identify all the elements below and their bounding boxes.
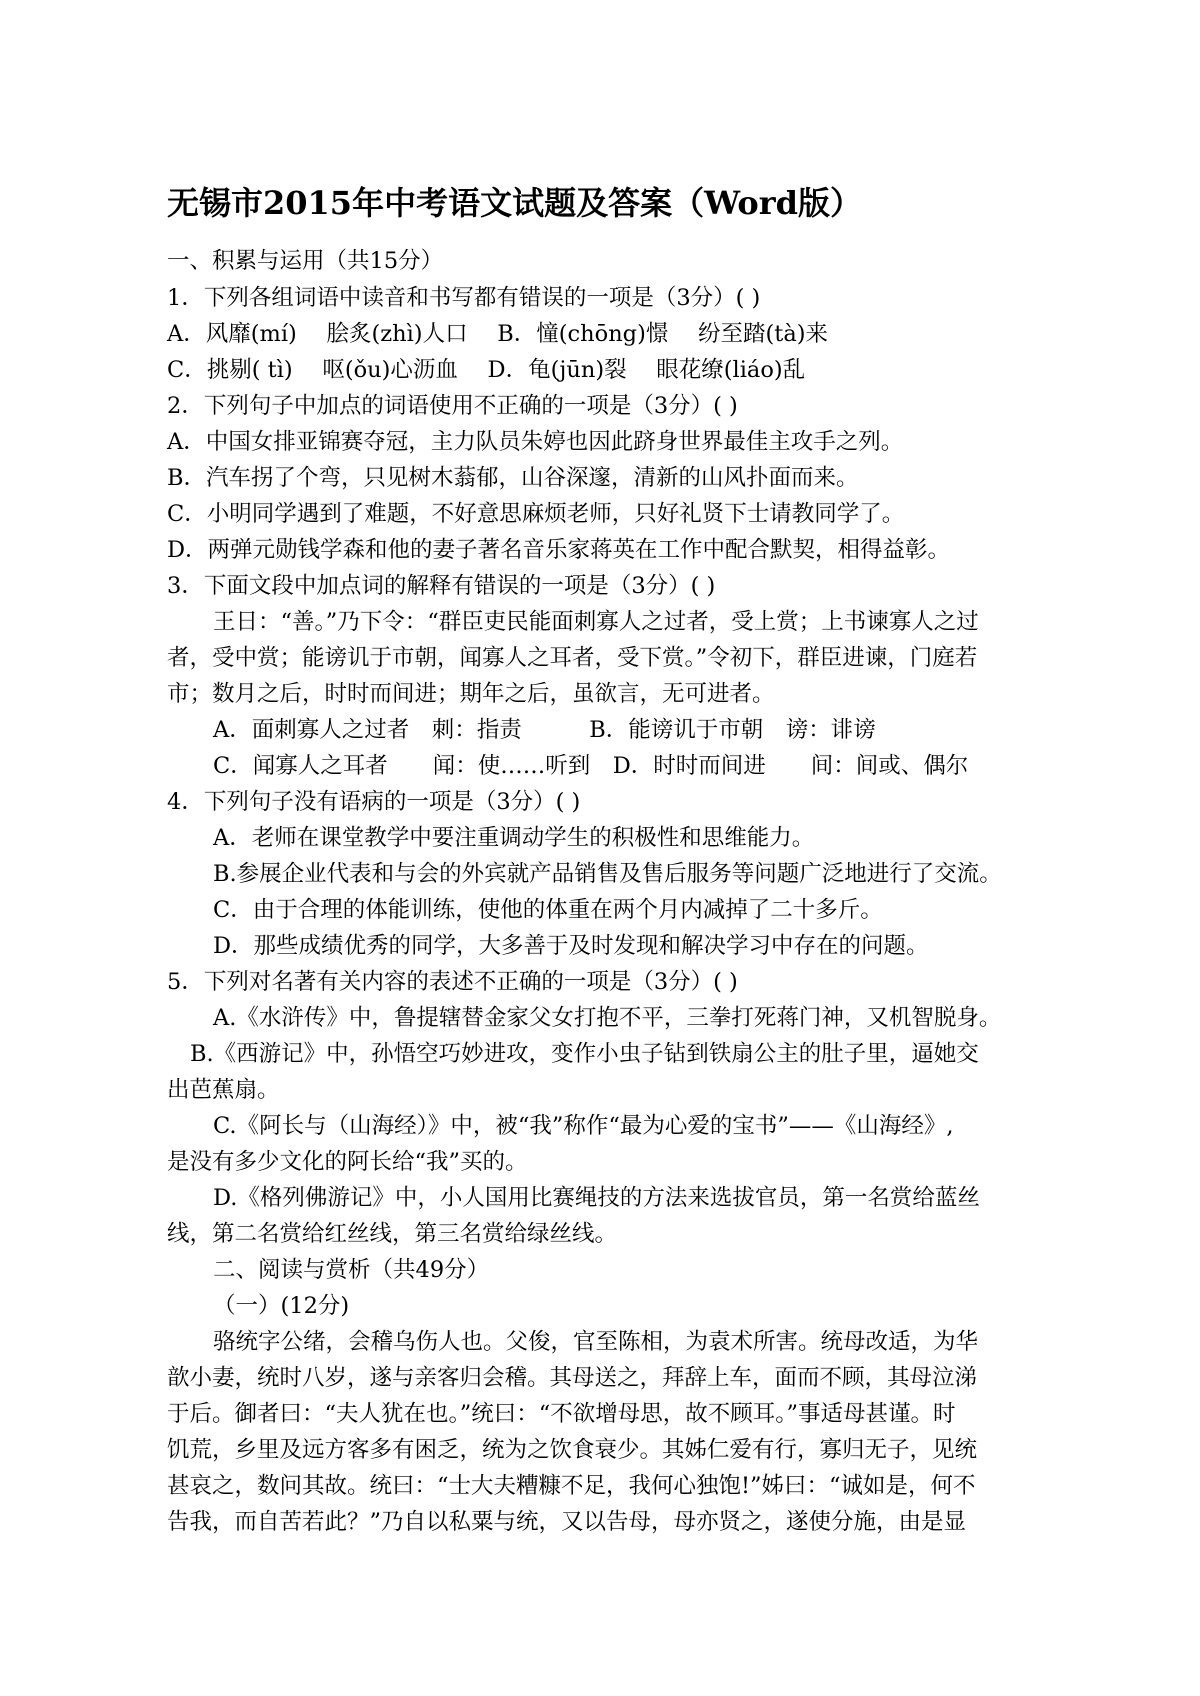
question-3-options-cd: C．闻寡人之耳者 闻：使……听到 D．时时而间进 间：间或、偶尔 <box>213 753 969 779</box>
question-2-option-a: A．中国女排亚锦赛夺冠，主力队员朱婷也因此跻身世界最佳主攻手之列。 <box>167 429 904 455</box>
question-5-option-c: C.《阿长与（山海经）》中，被“我”称作“最为心爱的宝书”——《山海经》, <box>213 1113 954 1139</box>
question-5-option-b-cont: 出芭蕉扇。 <box>167 1077 280 1103</box>
question-4-option-c: C．由于合理的体能训练，使他的体重在两个月内减掉了二十多斤。 <box>213 897 883 923</box>
question-1-options-cd: C．挑剔( tì) 呕(ǒu)心沥血 D．龟(jūn)裂 眼花缭(liáo)乱 <box>167 357 806 383</box>
question-3-passage-line: 王日：“善。”乃下令：“群臣吏民能面刺寡人之过者，受上赏；上书谏寡人之过 <box>213 609 979 635</box>
subsection-heading: （一）(12分) <box>213 1293 350 1319</box>
question-5-option-a: A.《水浒传》中，鲁提辖替金家父女打抱不平，三拳打死蒋门神，又机智脱身。 <box>213 1005 1002 1031</box>
question-3-passage-line: 者，受中赏；能谤讥于市朝，闻寡人之耳者，受下赏。”令初下，群臣进谏，门庭若 <box>167 645 978 671</box>
passage-line: 告我，而自苦若此？”乃自以私粟与统，又以告母，母亦贤之，遂使分施，由是显 <box>167 1509 967 1535</box>
passage-line: 骆统字公绪，会稽乌伤人也。父俊，官至陈相，为袁术所害。统母改适，为华 <box>213 1329 979 1355</box>
question-5: 5．下列对名著有关内容的表述不正确的一项是（3分）( ) <box>167 969 738 995</box>
page-title: 无锡市2015年中考语文试题及答案（Word版） <box>167 184 862 222</box>
section-heading: 一、积累与运用（共15分） <box>167 248 444 274</box>
question-5-option-d: D.《格列佛游记》中，小人国用比赛绳技的方法来选拔官员，第一名赏给蓝丝 <box>213 1185 980 1211</box>
question-3-passage-line: 市；数月之后，时时而间进；期年之后，虽欲言，无可进者。 <box>167 681 775 707</box>
question-5-option-c-cont: 是没有多少文化的阿长给“我”买的。 <box>167 1149 528 1175</box>
question-4-option-d: D．那些成绩优秀的同学，大多善于及时发现和解决学习中存在的问题。 <box>213 933 929 959</box>
question-1: 1．下列各组词语中读音和书写都有错误的一项是（3分）( ) <box>167 285 761 311</box>
passage-line: 歆小妻，统时八岁，遂与亲客归会稽。其母送之，拜辞上车，面而不顾，其母泣涕 <box>167 1365 978 1391</box>
passage-line: 甚哀之，数问其故。统曰：“士大夫糟糠不足，我何心独饱!”姊曰：“诚如是，何不 <box>167 1473 976 1499</box>
passage-line: 于后。御者曰：“夫人犹在也。”统曰：“不欲增母思，故不顾耳。”事适母甚谨。时 <box>167 1401 956 1427</box>
question-4-option-b: B.参展企业代表和与会的外宾就产品销售及售后服务等问题广泛地进行了交流。 <box>213 861 1002 887</box>
question-3: 3．下面文段中加点词的解释有错误的一项是（3分）( ) <box>167 573 716 599</box>
question-2-option-c: C．小明同学遇到了难题，不好意思麻烦老师，只好礼贤下士请教同学了。 <box>167 501 905 527</box>
section-heading: 二、阅读与赏析（共49分） <box>213 1257 490 1283</box>
passage-line: 饥荒，乡里及远方客多有困乏，统为之饮食衰少。其姊仁爱有行，寡归无子，见统 <box>167 1437 978 1463</box>
question-4-option-a: A．老师在课堂教学中要注重调动学生的积极性和思维能力。 <box>213 825 815 851</box>
question-1-options-ab: A．风靡(mí) 脍炙(zhì)人口 B．憧(chōng)憬 纷至踏(tà)来 <box>167 321 829 347</box>
question-2: 2．下列句子中加点的词语使用不正确的一项是（3分）( ) <box>167 393 738 419</box>
question-5-option-d-cont: 线，第二名赏给红丝线，第三名赏给绿丝线。 <box>167 1221 618 1247</box>
question-2-option-d: D．两弹元勋钱学森和他的妻子著名音乐家蒋英在工作中配合默契，相得益彰。 <box>167 537 951 563</box>
question-4: 4．下列句子没有语病的一项是（3分）( ) <box>167 789 581 815</box>
question-3-options-ab: A．面刺寡人之过者 刺：指责 B．能谤讥于市朝 谤：诽谤 <box>213 717 876 743</box>
question-5-option-b: B.《西游记》中，孙悟空巧妙进攻，变作小虫子钻到铁扇公主的肚子里，逼她交 <box>190 1041 979 1067</box>
question-2-option-b: B．汽车拐了个弯，只见树木蓊郁，山谷深邃，清新的山风扑面而来。 <box>167 465 859 491</box>
